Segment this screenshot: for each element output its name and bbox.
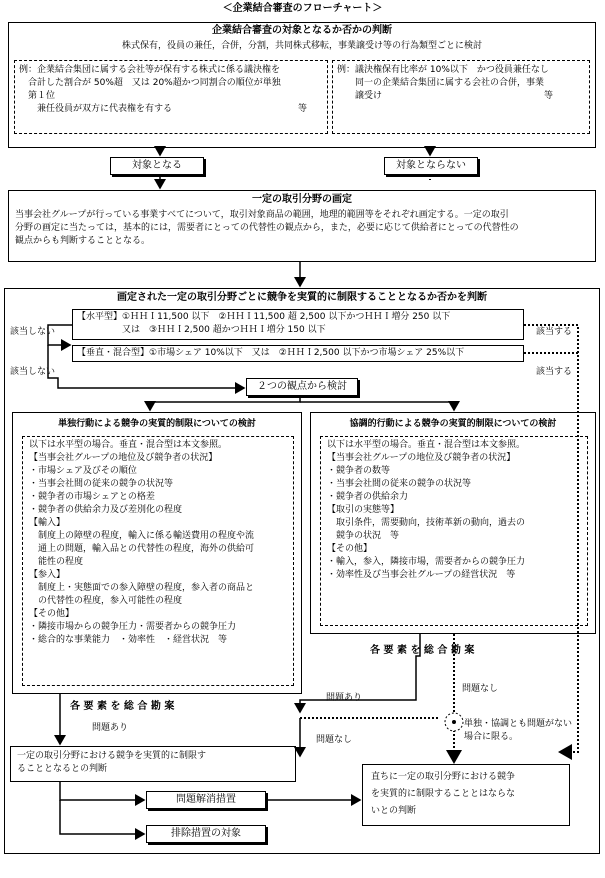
competition-assessment-heading: 画定された一定の取引分野ごとに競争を実質的に制限することとなるか否かを判断 (117, 292, 487, 303)
target-example-line: 合計した割合が 50%超 又は 20%超かつ同割合の順位が単独 (19, 78, 281, 88)
non-restrict-judgment-line: いとの判断 (371, 806, 417, 816)
coordinated-factor: 取引条件，需要動向，技術革新の動向，過去の (327, 518, 526, 528)
unilateral-factor: ・当事会社間の従来の競争の状況等 (29, 479, 174, 489)
coordinated-heading: 協調的行動による競争の実質的制限についての検討 (349, 419, 557, 429)
unilateral-factor: ・競争者の市場シェアとの格差 (29, 492, 155, 502)
unilateral-factor: ・隣接市場からの競争圧力・需要者からの競争圧力 (29, 622, 237, 632)
coordinated-factor: ・効率性及び当事会社グループの経営状況 等 (327, 570, 516, 580)
not-applicable-label: 該当しない (10, 367, 56, 377)
coordinated-factor: 【取引の実態等】 (327, 505, 400, 515)
coordinated-factor: 【当事会社グループの地位及び競争者の状況】 (327, 453, 516, 463)
coordinated-factor: 【その他】 (327, 544, 373, 554)
problem-no-label: 問題なし (316, 735, 353, 745)
coordinated-factor: ・競争者の数等 (327, 466, 391, 476)
both-ok-note-line: 単独・協調とも問題がない (464, 719, 573, 729)
review-target-subtitle: 株式保有，役員の兼任，合併，分割，共同株式移転，事業譲受け等の行為類型ごとに検討 (121, 41, 482, 51)
connector (150, 396, 300, 410)
unilateral-factor: 【その他】 (29, 609, 75, 619)
unilateral-factor: ・競争者の供給余力及び差別化の程度 (29, 505, 183, 515)
connector (60, 782, 144, 800)
target-example-line: 兼任役員が双方に代表権を有する 等 (19, 104, 308, 114)
synthesis-label-right: 各 要 素 を 総 合 勘 案 (370, 645, 475, 656)
non-target-example-line: 例：議決権保有比率が 10%以下 かつ役員兼任なし (337, 65, 549, 75)
restrict-judgment-line: 一定の取引分野における競争を実質的に制限す (17, 751, 207, 761)
not-applicable-label: 該当しない (10, 327, 56, 337)
review-target-heading: 企業結合審査の対象となるか否かの判断 (212, 25, 392, 36)
unilateral-factor: 制度上・実態面での参入障壁の程度，参入者の商品と (29, 583, 255, 593)
connector (48, 325, 72, 345)
target-label: 対象となる (110, 157, 204, 175)
coordinated-factor: 競争の状況 等 (327, 531, 400, 541)
two-perspectives-box: ２つの観点から検討 (246, 378, 358, 396)
non-target-example-line: 同一の企業結合集団に属する会社の合併，事業 (337, 78, 545, 88)
unilateral-factor: 【参入】 (29, 570, 66, 580)
unilateral-factor: 【当事会社グループの地位及び競争者の状況】 (29, 453, 218, 463)
applicable-label: 該当する (536, 367, 573, 377)
unilateral-factor: 【輸入】 (29, 518, 66, 528)
page-title: ＜企業結合審査のフローチャート＞ (222, 3, 383, 14)
connector (300, 402, 454, 410)
non-restrict-judgment-line: を実質的に制限することとはならな (371, 789, 516, 799)
unilateral-factor: 以下は水平型の場合。垂直・混合型は本文参照。 (29, 440, 228, 450)
target-example-line: 例：企業結合集団に属する会社等が保有する株式に係る議決権を (19, 65, 281, 75)
unilateral-factor: 能性の程度 (29, 557, 84, 567)
merge-node-center (452, 720, 456, 724)
synthesis-label-left: 各 要 素 を 総 合 勘 案 (70, 701, 175, 712)
market-definition-line: 分野の画定に当たっては，基本的には，需要者にとっての代替性の観点から，また，必要に応じて供給者にとっての代替性の (15, 223, 519, 233)
horizontal-criteria-line: 又は ③ＨＨＩ2,500 超かつＨＨＩ増分 150 以下 (77, 325, 326, 335)
connector (60, 800, 144, 834)
applicable-label: 該当する (536, 327, 573, 337)
unilateral-factor: ・市場シェア及びその順位 (29, 466, 137, 476)
restrict-judgment-line: ることとなるとの判断 (17, 764, 108, 774)
connector (48, 345, 244, 388)
non-target-example-line: 譲受け 等 (337, 91, 554, 101)
connector (300, 634, 420, 712)
market-definition-heading: 一定の取引分野の画定 (252, 194, 352, 205)
horizontal-criteria-line: 【水平型】①ＨＨＩ11,500 以下 ②ＨＨＩ11,500 超 2,500 以下かつＨＨＩ増分 250 以下 (77, 312, 451, 322)
unilateral-factor: ・総合的な事業能力 ・効率性 ・経営状況 等 (29, 635, 228, 645)
coordinated-factor: 以下は水平型の場合。垂直・混合型は本文参照。 (327, 440, 526, 450)
coordinated-factor: ・輸入，参入，隣接市場，需要者からの競争圧力 (327, 557, 526, 567)
problem-yes-label: 問題あり (92, 723, 129, 733)
coordinated-factor: ・競争者の供給余力 (327, 492, 409, 502)
market-definition-line: 観点からも判断することとなる。 (15, 236, 151, 246)
target-example-line: 第１位 (19, 91, 56, 101)
dotted-connector (524, 325, 578, 752)
problem-yes-label: 問題あり (326, 693, 363, 703)
elimination-measures-box: 排除措置の対象 (146, 825, 266, 843)
unilateral-factor: 通上の問題，輸入品との代替性の程度，海外の供給可 (29, 544, 255, 554)
both-ok-note-line: 場合に限る。 (464, 732, 519, 742)
vertical-safe-harbor: 【垂直・混合型】①市場シェア 10%以下 又は ②ＨＨＩ2,500 以下かつ市場シェア 25%以下 (72, 345, 524, 362)
unilateral-factor: の代替性の程度，参入可能性の程度 (29, 596, 183, 606)
unilateral-heading: 単独行動による競争の実質的制限についての検討 (58, 419, 256, 429)
market-definition-line: 当事会社グループが行っている事業すべてについて，取引対象商品の範囲，地理的範囲等をそれぞれ画定する。一定の取引 (15, 210, 509, 220)
non-target-label: 対象とならない (384, 157, 478, 175)
non-restrict-judgment-line: 直ちに一定の取引分野における競争 (371, 772, 516, 782)
coordinated-factor: ・当事会社間の従来の競争の状況等 (327, 479, 472, 489)
remedy-measures-box: 問題解消措置 (146, 791, 266, 809)
problem-no-label: 問題なし (462, 684, 499, 694)
unilateral-factor: 制度上の障壁の程度，輸入に係る輸送費用の程度や流 (29, 531, 255, 541)
